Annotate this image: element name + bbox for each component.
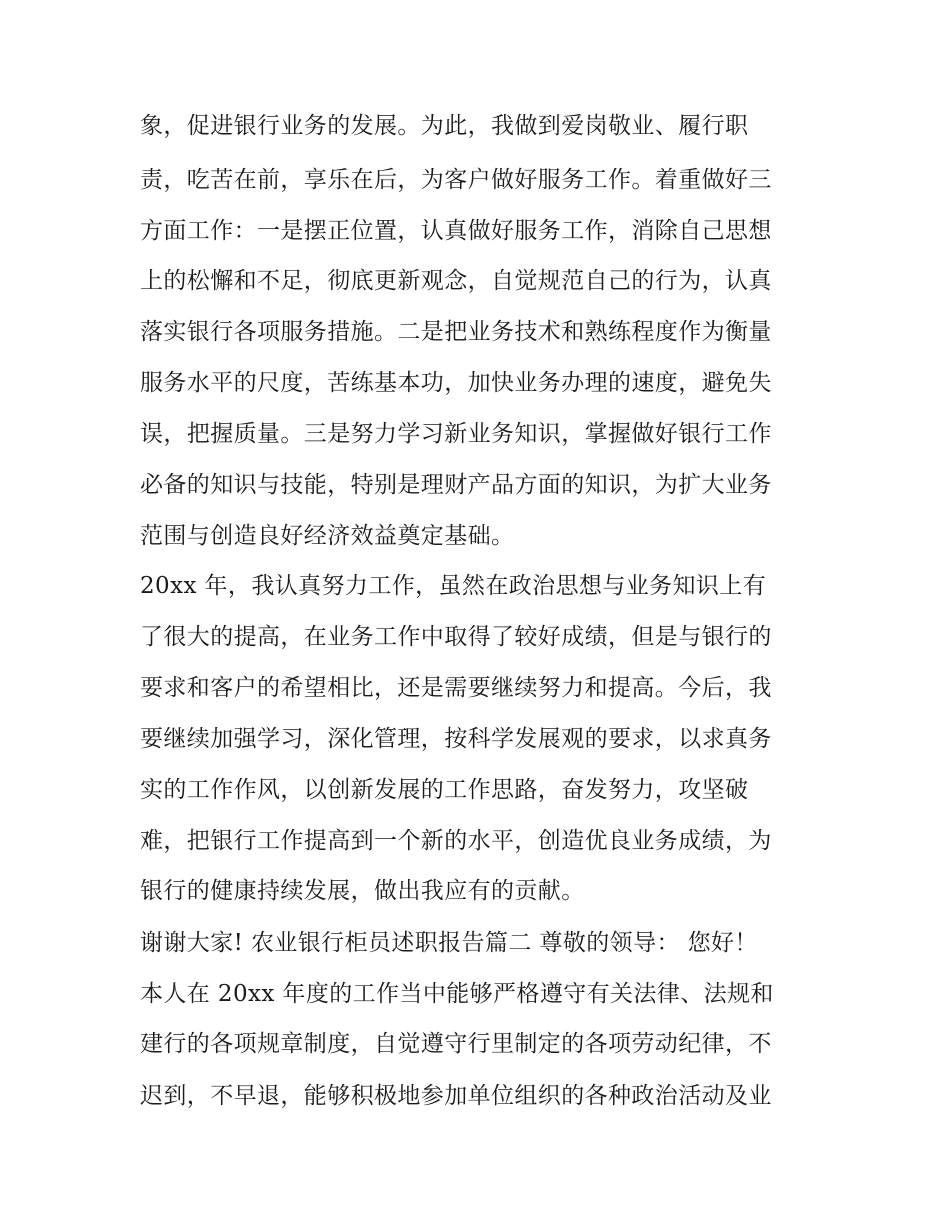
text-line: 建行的各项规章制度，自觉遵守行里制定的各项劳动纪律，不 xyxy=(140,1031,772,1057)
text-line: 落实银行各项服务措施。二是把业务技术和熟练程度作为衡量 xyxy=(140,319,772,345)
text-line: 20xx 年，我认真努力工作，虽然在政治思想与业务知识上有 xyxy=(140,573,767,599)
text-line: 责，吃苦在前，享乐在后，为客户做好服务工作。着重做好三 xyxy=(140,167,772,193)
text-line: 象，促进银行业务的发展。为此，我做到爱岗敬业、履行职 xyxy=(140,113,749,139)
text-line: 方面工作：一是摆正位置，认真做好服务工作，消除自己思想 xyxy=(140,218,772,244)
text-line: 上的松懈和不足，彻底更新观念，自觉规范自己的行为，认真 xyxy=(140,268,772,294)
text-line: 要求和客户的希望相比，还是需要继续努力和提高。今后，我 xyxy=(140,675,772,701)
text-line: 误，把握质量。三是努力学习新业务知识，掌握做好银行工作 xyxy=(140,421,772,447)
text-line: 难，把银行工作提高到一个新的水平，创造优良业务成绩，为 xyxy=(140,828,772,854)
text-line: 银行的健康持续发展，做出我应有的贡献。 xyxy=(140,878,585,904)
text-line: 谢谢大家! 农业银行柜员述职报告篇二 尊敬的领导： 您好！ xyxy=(140,930,758,956)
text-line: 必备的知识与技能，特别是理财产品方面的知识，为扩大业务 xyxy=(140,472,772,498)
text-line: 迟到，不早退，能够积极地参加单位组织的各种政治活动及业 xyxy=(140,1083,772,1109)
text-line: 了很大的提高，在业务工作中取得了较好成绩，但是与银行的 xyxy=(140,624,772,650)
text-line: 范围与创造良好经济效益奠定基础。 xyxy=(140,523,515,549)
text-line: 本人在 20xx 年度的工作当中能够严格遵守有关法律、法规和 xyxy=(140,981,774,1007)
text-line: 实的工作作风，以创新发展的工作思路，奋发努力，攻坚破 xyxy=(140,777,749,803)
text-line: 要继续加强学习，深化管理，按科学发展观的要求，以求真务 xyxy=(140,726,772,752)
text-line: 服务水平的尺度，苦练基本功，加快业务办理的速度，避免失 xyxy=(140,370,772,396)
